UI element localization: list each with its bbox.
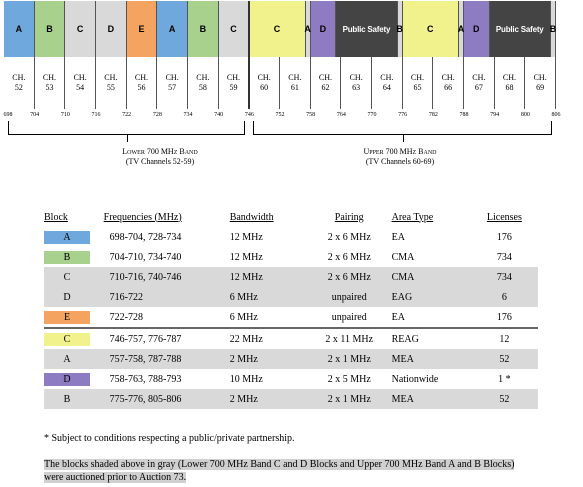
band-block: C xyxy=(249,1,305,57)
table-row xyxy=(44,307,538,328)
block-chip: A xyxy=(63,353,71,365)
cell-pairing: 2 x 1 MHz xyxy=(307,389,392,409)
channel-number: 56 xyxy=(137,83,146,92)
freq-tick-label: 734 xyxy=(183,112,193,118)
cell-block xyxy=(44,369,104,389)
cell-area-type: MEA xyxy=(392,389,471,409)
header-block: Block xyxy=(44,211,68,223)
cell-frequencies: 716-722 xyxy=(104,287,230,307)
channel-prefix: CH. xyxy=(349,73,363,82)
band-divider xyxy=(248,1,250,109)
channel-prefix: CH. xyxy=(441,73,455,82)
channel-cell xyxy=(65,57,96,109)
cell-area-type: REAG xyxy=(392,328,471,349)
channel-number: 55 xyxy=(106,83,115,92)
channel-number: 59 xyxy=(229,83,238,92)
freq-tick-label: 788 xyxy=(459,112,469,118)
cell-licenses: 52 xyxy=(471,349,538,369)
freq-tick-label: 782 xyxy=(428,112,438,118)
band-block: Public Safety xyxy=(490,1,551,57)
table-row xyxy=(44,267,538,287)
channel-cell xyxy=(372,57,403,109)
channel-cell xyxy=(96,57,127,109)
band-block: A xyxy=(459,1,464,57)
channel-prefix: CH. xyxy=(318,73,333,82)
band-block: C xyxy=(65,1,96,57)
band-block: B xyxy=(398,1,403,57)
channel-number: 60 xyxy=(260,83,269,92)
channel-number: 64 xyxy=(382,83,391,92)
channel-prefix: CH. xyxy=(257,73,271,82)
cell-pairing: 2 x 6 MHz xyxy=(327,231,371,243)
channel-number: 68 xyxy=(505,83,514,92)
gray-note xyxy=(44,458,536,484)
channel-prefix: CH. xyxy=(502,73,517,82)
cell-frequencies: 704-710, 734-740 xyxy=(109,251,182,263)
cell-area-type: EAG xyxy=(392,287,471,307)
cell-bandwidth: 22 MHz xyxy=(230,328,307,349)
cell-block xyxy=(44,267,104,287)
freq-tick-label: 716 xyxy=(91,112,101,118)
freq-tick-label: 770 xyxy=(367,112,377,118)
band-block: A xyxy=(306,1,311,57)
cell-bandwidth: 2 MHz xyxy=(230,349,307,369)
channel-cell xyxy=(127,57,158,109)
block-chip: D xyxy=(63,291,71,303)
channel-number: 65 xyxy=(413,83,422,92)
band-block: B xyxy=(188,1,219,57)
channel-cell xyxy=(495,57,526,109)
channel-number: 62 xyxy=(321,83,330,92)
channel-cell xyxy=(525,57,556,109)
channel-cell xyxy=(219,57,250,109)
band-block: D xyxy=(96,1,127,57)
freq-tick-label: 740 xyxy=(214,112,224,118)
table-row xyxy=(44,389,538,409)
cell-licenses: 1 * xyxy=(498,373,511,385)
channel-cell xyxy=(35,57,66,109)
lower-band-bracket xyxy=(8,121,245,135)
lower-band-bracket-tick xyxy=(127,134,128,142)
cell-pairing: 2 x 5 MHz xyxy=(327,373,371,385)
freq-tick-label: 752 xyxy=(275,112,285,118)
channel-prefix: CH. xyxy=(134,73,149,82)
channel-cell xyxy=(311,57,342,109)
channel-number: 57 xyxy=(168,83,177,92)
cell-area-type: EA xyxy=(391,231,405,243)
freq-tick-label: 698 xyxy=(3,112,13,118)
band-block: D xyxy=(311,1,337,57)
table-row xyxy=(44,247,538,267)
cell-block xyxy=(44,349,104,369)
channel-number: 53 xyxy=(45,83,54,92)
channel-number: 67 xyxy=(474,83,483,92)
lower-band-label xyxy=(60,147,260,167)
cell-frequencies: 758-763, 788-793 xyxy=(109,373,182,385)
channel-cell xyxy=(249,57,280,109)
channel-prefix: CH. xyxy=(104,73,118,82)
freq-tick-label: 722 xyxy=(122,112,132,118)
cell-pairing: 2 x 6 MHz xyxy=(327,251,371,263)
cell-bandwidth: 6 MHz xyxy=(230,287,307,307)
band-block: B xyxy=(35,1,66,57)
upper-band-channels: (TV Channels 60-69) xyxy=(365,157,435,166)
freq-tick-label: 758 xyxy=(306,112,316,118)
band-block: B xyxy=(551,1,556,57)
cell-bandwidth: 12 MHz xyxy=(229,251,263,263)
band-block: A xyxy=(157,1,188,57)
cell-licenses: 6 xyxy=(471,287,538,307)
cell-pairing: 2 x 6 MHz xyxy=(307,267,392,287)
upper-band-bracket xyxy=(253,121,552,135)
freq-tick-label: 806 xyxy=(551,112,561,118)
channel-cell xyxy=(403,57,434,109)
cell-block xyxy=(44,227,104,247)
cell-area-type: Nationwide xyxy=(391,373,439,385)
channel-prefix: CH. xyxy=(410,73,425,82)
channel-cell xyxy=(341,57,372,109)
cell-block xyxy=(44,247,104,267)
table-row xyxy=(44,287,538,307)
channel-prefix: CH. xyxy=(380,73,394,82)
channel-prefix: CH. xyxy=(12,73,26,82)
table-header-row xyxy=(44,210,538,227)
channel-cell xyxy=(4,57,35,109)
cell-frequencies: 757-758, 787-788 xyxy=(104,349,230,369)
channel-cell xyxy=(188,57,219,109)
band-block: Public Safety xyxy=(336,1,397,57)
channel-prefix: CH. xyxy=(472,73,486,82)
upper-band-title: Upper 700 MHz Band xyxy=(363,147,437,156)
channel-prefix: CH. xyxy=(288,73,302,82)
header-bandwidth: Bandwidth xyxy=(229,211,274,223)
cell-pairing: 2 x 11 MHz xyxy=(307,328,392,349)
table-row xyxy=(44,349,538,369)
channel-cell xyxy=(157,57,188,109)
cell-area-type: EA xyxy=(391,311,405,323)
cell-pairing: unpaired xyxy=(331,311,367,323)
cell-frequencies: 698-704, 728-734 xyxy=(109,231,182,243)
channel-prefix: CH. xyxy=(42,73,57,82)
band-block: A xyxy=(4,1,35,57)
channel-number: 63 xyxy=(352,83,361,92)
channel-cell xyxy=(433,57,464,109)
lower-band-channels: (TV Channels 52-59) xyxy=(125,157,195,166)
upper-band-label xyxy=(300,147,500,167)
freq-tick-label: 764 xyxy=(336,112,346,118)
channel-prefix: CH. xyxy=(196,73,210,82)
band-block: E xyxy=(127,1,158,57)
cell-bandwidth: 6 MHz xyxy=(229,311,258,323)
cell-bandwidth: 12 MHz xyxy=(229,231,263,243)
cell-licenses: 176 xyxy=(496,231,512,243)
freq-tick-label: 746 xyxy=(244,112,254,118)
gray-note-text: The blocks shaded above in gray (Lower 700 MHz Band C and D Blocks and Upper 700 MHz Band A and B Blocks) were auctioned prior to Auction 73. xyxy=(44,459,515,483)
band-block: D xyxy=(464,1,490,57)
cell-area-type: CMA xyxy=(392,267,471,287)
block-table xyxy=(44,210,538,409)
cell-licenses: 12 xyxy=(471,328,538,349)
cell-block xyxy=(44,307,104,328)
channel-prefix: CH. xyxy=(165,73,179,82)
footnote: * Subject to conditions respecting a public/private partnership. xyxy=(44,433,295,444)
upper-band-bracket-tick xyxy=(403,134,404,142)
cell-block xyxy=(44,287,104,307)
cell-block xyxy=(44,328,104,349)
channel-number: 52 xyxy=(14,83,23,92)
header-area-type: Area Type xyxy=(391,211,434,223)
band-block: C xyxy=(219,1,250,57)
channel-prefix: CH. xyxy=(533,73,547,82)
channel-number: 58 xyxy=(198,83,207,92)
cell-area-type: MEA xyxy=(392,349,471,369)
table-row xyxy=(44,369,538,389)
cell-frequencies: 710-716, 740-746 xyxy=(104,267,230,287)
block-chip: E xyxy=(44,311,90,324)
cell-frequencies: 775-776, 805-806 xyxy=(104,389,230,409)
header-frequencies: Frequencies (MHz) xyxy=(103,211,182,223)
cell-frequencies: 746-757, 776-787 xyxy=(104,328,230,349)
header-pairing: Pairing xyxy=(334,211,364,223)
channel-cell xyxy=(280,57,311,109)
channel-prefix: CH. xyxy=(226,73,241,82)
channel-number: 66 xyxy=(444,83,453,92)
cell-frequencies: 722-728 xyxy=(109,311,143,323)
channel-number: 61 xyxy=(290,83,299,92)
block-chip: B xyxy=(63,393,71,405)
freq-tick-label: 794 xyxy=(490,112,500,118)
freq-tick-label: 776 xyxy=(398,112,408,118)
channel-number: 54 xyxy=(76,83,85,92)
cell-licenses: 52 xyxy=(471,389,538,409)
cell-licenses: 734 xyxy=(471,267,538,287)
cell-licenses: 176 xyxy=(496,311,512,323)
block-chip: B xyxy=(44,251,90,264)
table-row xyxy=(44,227,538,247)
freq-tick-label: 710 xyxy=(60,112,70,118)
band-plan-diagram xyxy=(0,0,583,150)
cell-bandwidth: 12 MHz xyxy=(230,267,307,287)
band-block: C xyxy=(403,1,459,57)
block-chip: C xyxy=(44,333,90,346)
freq-tick-label: 728 xyxy=(152,112,162,118)
cell-pairing: unpaired xyxy=(307,287,392,307)
cell-area-type: CMA xyxy=(391,251,415,263)
block-chip: C xyxy=(63,271,71,283)
header-licenses: Licenses xyxy=(486,211,522,223)
cell-pairing: 2 x 1 MHz xyxy=(307,349,392,369)
cell-bandwidth: 10 MHz xyxy=(229,373,263,385)
table-row xyxy=(44,328,538,349)
channel-number: 69 xyxy=(536,83,545,92)
cell-licenses: 734 xyxy=(496,251,512,263)
freq-tick-label: 704 xyxy=(30,112,40,118)
channel-prefix: CH. xyxy=(73,73,87,82)
block-chip: A xyxy=(44,231,90,244)
lower-band-title: Lower 700 MHz Band xyxy=(122,147,198,156)
cell-bandwidth: 2 MHz xyxy=(230,389,307,409)
cell-block xyxy=(44,389,104,409)
block-chip: D xyxy=(44,373,90,386)
channel-cell xyxy=(464,57,495,109)
freq-tick-label: 800 xyxy=(520,112,530,118)
